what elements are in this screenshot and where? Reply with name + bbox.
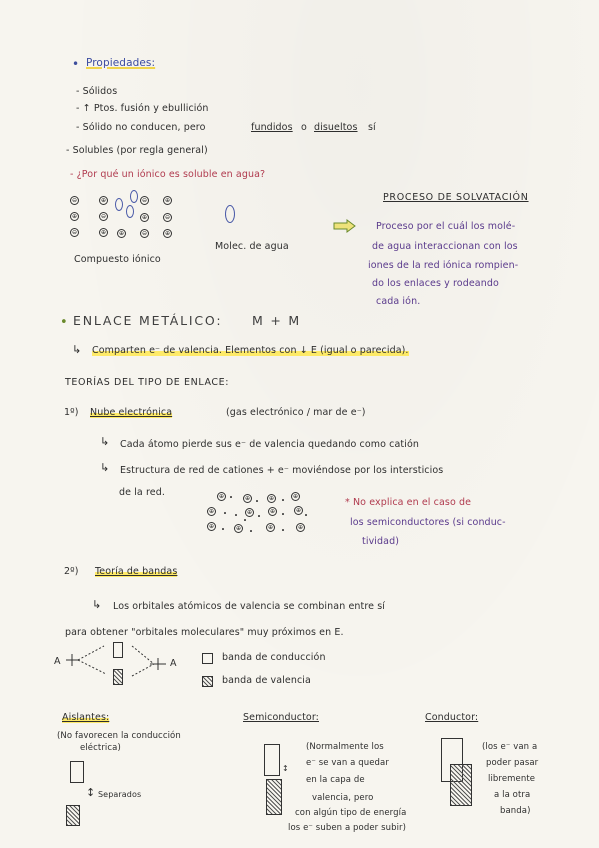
property-line-1: - Sólidos xyxy=(76,86,118,97)
conductor-desc-2: poder pasar xyxy=(486,758,539,768)
metallic-formula: M + M xyxy=(252,313,301,328)
solvation-title: PROCESO DE SOLVATACIÓN xyxy=(383,192,529,203)
semiconductor-title: Semiconductor: xyxy=(243,712,319,723)
theories-title: TEORÍAS DEL TIPO DE ENLACE: xyxy=(65,377,230,388)
compound-label: Compuesto iónico xyxy=(74,254,161,265)
semiconductor-desc-5: con algún tipo de energía xyxy=(295,808,407,818)
question-line: - ¿Por qué un iónico es soluble en agua? xyxy=(70,169,266,180)
conductor-desc-3: libremente xyxy=(488,774,536,784)
semiconductor-desc-6: los e⁻ suben a poder subir) xyxy=(288,823,407,833)
property-line-4: - Solubles (por regla general) xyxy=(66,145,208,156)
note-line-3: tividad) xyxy=(362,536,400,547)
hook-arrow-icon: ↳ xyxy=(92,598,102,611)
hook-arrow-icon: ↳ xyxy=(100,435,110,448)
theory1-paren: (gas electrónico / mar de e⁻) xyxy=(226,407,366,418)
solvation-line-5: cada ión. xyxy=(376,296,421,307)
insulator-title: Aislantes: xyxy=(62,712,110,723)
conductor-valence-band xyxy=(450,764,472,806)
property-line-3: - Sólido no conducen, pero xyxy=(76,122,206,133)
metallic-title: ENLACE METÁLICO: xyxy=(73,313,223,328)
conductor-desc-4: a la otra xyxy=(494,790,531,800)
legend-valence-label: banda de valencia xyxy=(222,675,311,686)
word-si: sí xyxy=(368,122,376,133)
theory1-line-1: Cada átomo pierde sus e⁻ de valencia quedando como catión xyxy=(120,439,419,450)
semiconductor-desc-3: en la capa de xyxy=(306,775,365,785)
gap-arrow-icon: ↕ xyxy=(86,786,96,799)
gap-label: Separados xyxy=(98,790,142,799)
theory1-number: 1º) xyxy=(64,407,79,418)
solvation-line-4: do los enlaces y rodeando xyxy=(372,278,499,289)
semiconductor-desc-2: e⁻ se van a quedar xyxy=(306,758,389,768)
insulator-desc-2: eléctrica) xyxy=(80,743,121,753)
legend-valence-icon xyxy=(202,676,213,687)
theory2-line-2: para obtener "orbitales moleculares" muy próximos en E. xyxy=(65,627,344,638)
note-line-2: los semiconductores (si conduc- xyxy=(350,517,506,528)
theory2-number: 2º) xyxy=(64,566,79,577)
legend-conduction-icon xyxy=(202,653,213,664)
arrow-right-icon xyxy=(333,219,357,233)
theory2-name: Teoría de bandas xyxy=(95,566,178,577)
semiconductor-desc-4: valencia, pero xyxy=(312,793,374,803)
bullet-green: • xyxy=(60,315,68,330)
conductor-desc-5: banda) xyxy=(500,806,531,816)
theory2-line-1: Los orbitales atómicos de valencia se combinan entre sí xyxy=(113,601,385,612)
water-molecule-icon xyxy=(225,205,235,223)
notebook-page: • Propiedades: - Sólidos - ↑ Ptos. fusión y ebullición - Sólido no conducen, pero fundidos o disueltos sí - Solubles (por regla general) - ¿Por qué un iónico es soluble en agua? ⊖ ⊕ ⊕ ⊖ ⊖ ⊕ ⊖ ⊕ ⊕ ⊖ ⊕ ⊖ ⊕ Compuesto iónico Molec. de agua PROCESO DE SOLVATACIÓN Proceso por el cuál los molé- de agua interaccionan con los iones de la red iónica rompien- do los enlaces y rodeando cada ión. • ENLACE METÁLICO: M + M ↳ Comparten e⁻ de valencia. Elementos con ↓ E (igual o parecida). TEORÍAS DEL TIPO DE ENLACE: 1º) Nube electrónica (gas electrónico / mar de e⁻) ↳ Cada átomo pierde sus e⁻ de valencia quedando como catión ↳ Estructura de red de cationes + e⁻ moviéndose por los intersticios de la red. ⊕ ⊕ ⊕ ⊕ ⊕ ⊕ ⊕ ⊕ ⊕ ⊕ ⊕ ⊕ * No explica en el caso de los semiconductores (si conduc- tividad) 2º) Teoría de bandas ↳ Los orbitales atómicos de valencia se combinan entre sí para obtener "orbitales moleculares" muy próximos en E. A A banda de conducción banda de valencia Aislantes: (No favorecen la conducción eléctrica) ↕ Separados Semiconductor: ↕ (Normalmente los e⁻ se van a quedar en la capa de valencia, pero con algún tipo de energía los e⁻ suben a poder subir) Conductor: (los e⁻ van a poder pasar libremente a la otra banda) xyxy=(0,0,599,848)
legend-conduction-label: banda de conducción xyxy=(222,652,326,663)
insulator-valence-band xyxy=(66,805,80,826)
metallic-line-1: Comparten e⁻ de valencia. Elementos con ↓ E (igual o parecida). xyxy=(92,345,409,356)
note-line-1: * No explica en el caso de xyxy=(345,497,472,508)
conductor-title: Conductor: xyxy=(425,712,479,723)
section-title-properties: Propiedades: xyxy=(86,57,156,69)
water-label: Molec. de agua xyxy=(215,241,289,252)
bullet: • xyxy=(72,57,80,71)
semiconductor-valence-band xyxy=(266,779,282,815)
semiconductor-desc-1: (Normalmente los xyxy=(306,742,384,752)
theory1-line-2: Estructura de red de cationes + e⁻ moviéndose por los intersticios xyxy=(120,465,444,476)
hook-arrow-icon: ↳ xyxy=(72,343,82,356)
word-o: o xyxy=(301,122,307,133)
conductor-desc-1: (los e⁻ van a xyxy=(482,742,538,752)
insulator-desc-1: (No favorecen la conducción xyxy=(57,731,181,741)
valence-band-box xyxy=(113,669,123,685)
word-fundidos: fundidos xyxy=(251,122,293,133)
solvation-line-1: Proceso por el cuál los molé- xyxy=(376,221,516,232)
semiconductor-conduction-band xyxy=(264,744,280,776)
solvation-line-3: iones de la red iónica rompien- xyxy=(368,260,519,271)
property-line-2: - ↑ Ptos. fusión y ebullición xyxy=(76,103,209,114)
solvation-line-2: de agua interaccionan con los xyxy=(372,241,518,252)
small-arrow-icon: ↕ xyxy=(282,764,289,773)
conduction-band-box xyxy=(113,642,123,658)
theory1-line-3: de la red. xyxy=(119,487,165,498)
atom-a-left: A xyxy=(54,656,61,667)
insulator-conduction-band xyxy=(70,761,84,783)
hook-arrow-icon: ↳ xyxy=(100,461,110,474)
theory1-name: Nube electrónica xyxy=(90,407,173,418)
atom-a-right: A xyxy=(170,658,177,669)
word-disueltos: disueltos xyxy=(314,122,358,133)
